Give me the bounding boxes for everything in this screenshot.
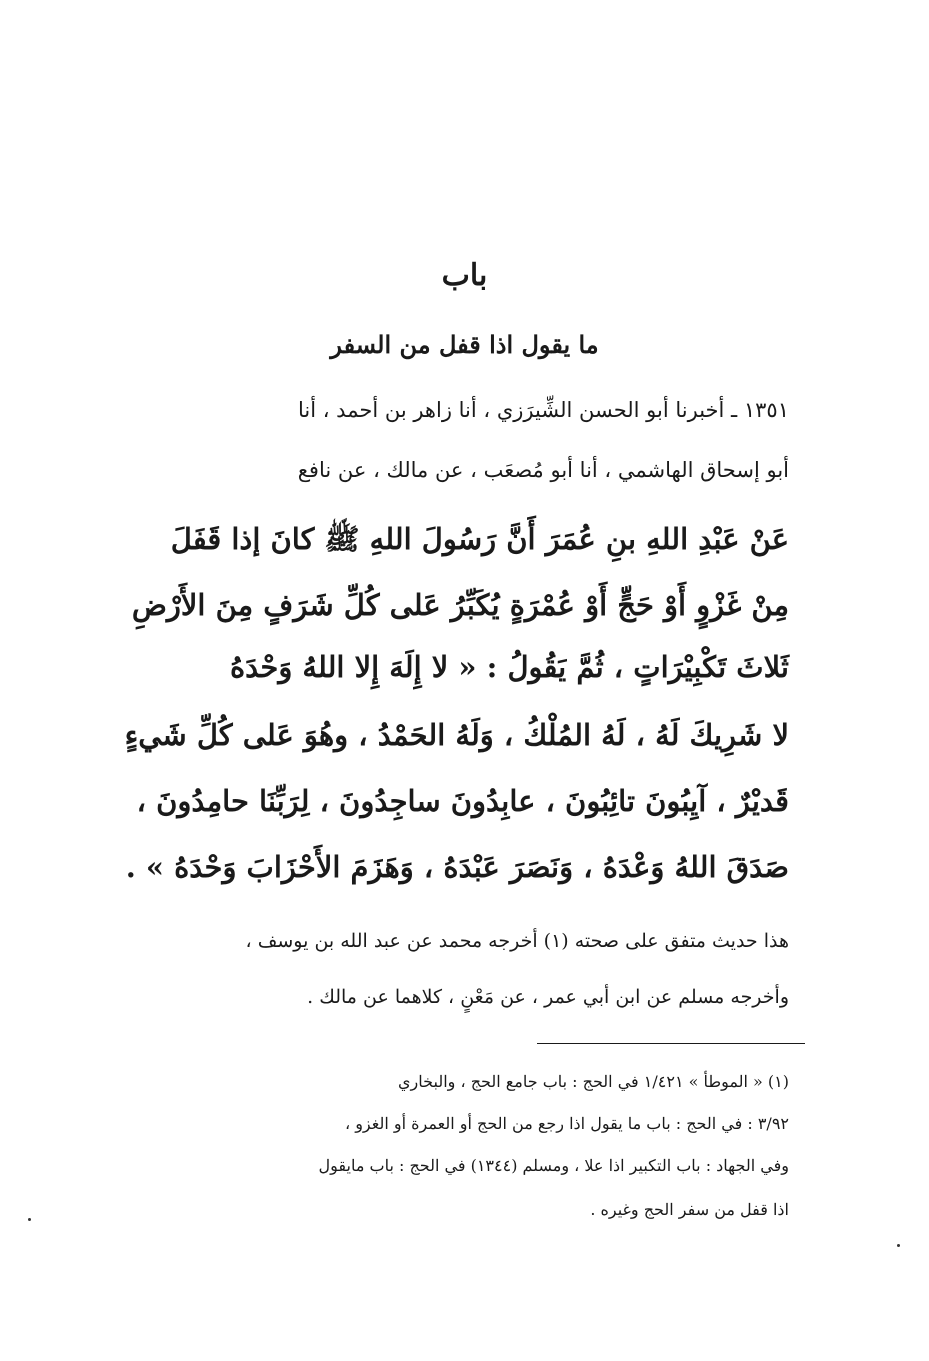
hadith-text-line: مِنْ غَزْوٍ أَوْ حَجٍّ أَوْ عُمْرَةٍ يُكَبِّرُ عَلى كُلِّ شَرَفٍ مِنَ الأَرْضِ [131,588,789,622]
footnote-line: اذا قفل من سفر الحج وغيره . [590,1200,789,1219]
footnote-line: وفي الجهاد : باب التكبير اذا علا ، ومسلم (١٣٤٤) في الحج : باب مايقول [318,1156,789,1175]
scan-speck [28,1218,31,1221]
scan-speck [897,1244,900,1247]
hadith-text-line: عَنْ عَبْدِ اللهِ بنِ عُمَرَ أَنَّ رَسُولَ اللهِ ﷺ كانَ إذا قَفَلَ [170,522,789,556]
footnote-line: (١) « الموطأ » ١/٤٢١ في الحج : باب جامع الحج ، والبخاري [398,1072,789,1091]
hadith-text-line: صَدَقَ اللهُ وَعْدَهُ ، وَنَصَرَ عَبْدَهُ ، وَهَزَمَ الأَحْزَابَ وَحْدَهُ » . [125,850,789,884]
footnote-line: ٣/٩٢ : في الحج : باب ما يقول اذا رجع من الحج أو العمرة أو الغزو ، [344,1114,789,1133]
chapter-title: باب [441,258,488,293]
takhrij-line: وأخرجه مسلم عن ابن أبي عمر ، عن مَعْنٍ ، كلاهما عن مالك . [307,986,789,1008]
hadith-text-line: ثَلاثَ تَكْبِيْرَاتٍ ، ثُمَّ يَقُولُ : « لا إِلَهَ إِلا اللهُ وَحْدَهُ [229,650,789,684]
hadith-text-line: قَديْرٌ ، آيِبُونَ تائِبُونَ ، عابِدُونَ ساجِدُونَ ، لِرَبِّنَا حامِدُونَ ، [136,784,789,818]
isnad-line: أبو إسحاق الهاشمي ، أنا أبو مُصعَب ، عن مالك ، عن نافع [297,458,789,482]
hadith-text-line: لا شَرِيكَ لَهُ ، لَهُ المُلْكُ ، وَلَهُ الحَمْدُ ، وهُوَ عَلى كُلِّ شَيءٍ [124,718,789,752]
chapter-subtitle: ما يقول اذا قفل من السفر [330,330,599,359]
footnote-separator [537,1043,805,1044]
isnad-line: ١٣٥١ ـ أخبرنا أبو الحسن الشِّيرَزي ، أنا زاهر بن أحمد ، أنا [297,398,789,422]
takhrij-line: هذا حديث متفق على صحته (١) أخرجه محمد عن عبد الله بن يوسف ، [245,930,789,952]
